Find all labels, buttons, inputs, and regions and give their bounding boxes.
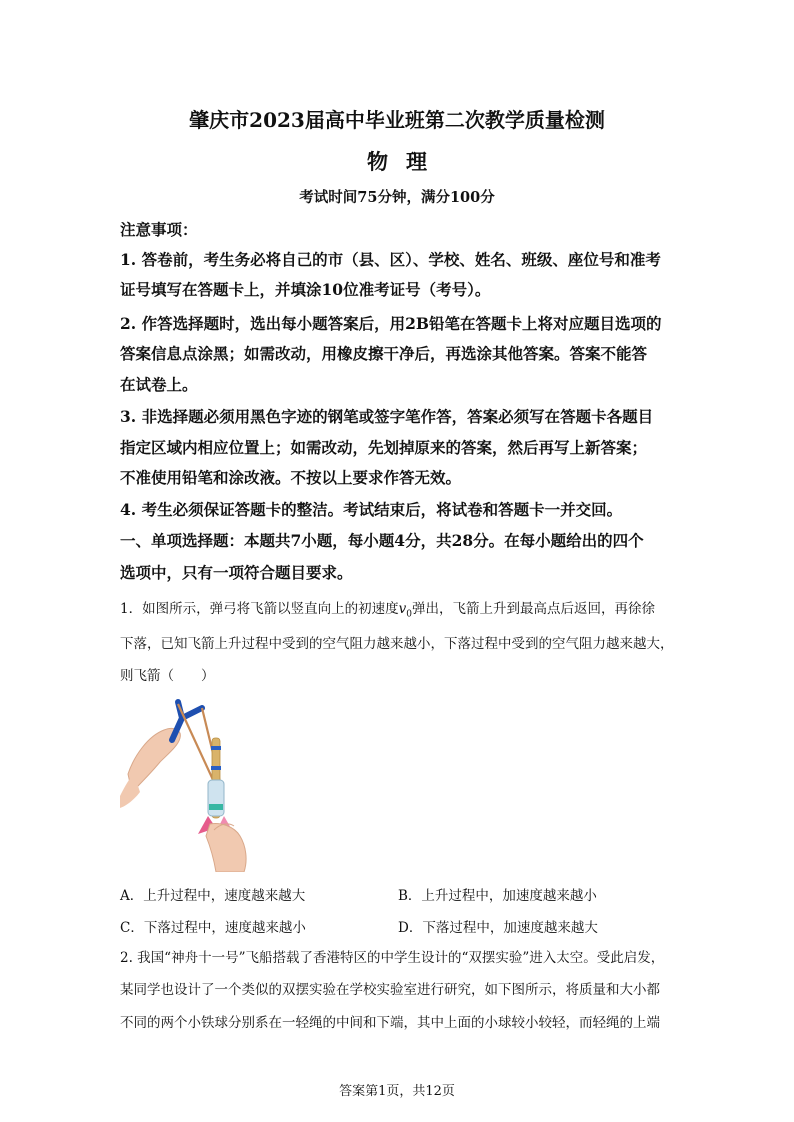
subject-title: 物理 (367, 149, 445, 174)
note-line: 在试卷上。 (120, 375, 198, 394)
q1-line2: 下落，已知飞箭上升过程中受到的空气阻力越来越小，下落过程中受到的空气阻力越来越大， (120, 636, 674, 652)
note-line: 不准使用铅笔和涂改液。不按以上要求作答无效。 (120, 468, 462, 487)
section-heading: 选项中，只有一项符合题目要求。 (120, 563, 353, 582)
q1-option-a: A．上升过程中，速度越来越大 (120, 888, 306, 904)
note-line: 答案信息点涂黑；如需改动，用橡皮擦干净后，再选涂其他答案。答案不能答 (120, 344, 648, 363)
note-line: 1. 答卷前，考生务必将自己的市（县、区）、学校、姓名、班级、座位号和准考 (120, 250, 661, 269)
slingshot-figure (120, 696, 280, 872)
note-line: 指定区域内相应位置上；如需改动，先划掉原来的答案，然后再写上新答案； (120, 438, 648, 457)
arrow-tube (208, 780, 224, 816)
q1-option-c: C．下落过程中，速度越来越小 (120, 920, 306, 936)
note-line: 2. 作答选择题时，选出每小题答案后，用2B铅笔在答题卡上将对应题目选项的 (120, 314, 662, 333)
q2-line: 某同学也设计了一个类似的双摆实验在学校实验室进行研究，如下图所示，将质量和大小都 (120, 982, 660, 998)
q2-line: 2. 我国“神舟十一号”飞船搭载了香港特区的中学生设计的“双摆实验”进入太空。受此启发， (120, 950, 665, 966)
notes-heading: 注意事项： (120, 220, 198, 239)
elastic-band (178, 704, 214, 782)
note-line: 证号填写在答题卡上，并填涂10位准考证号（考号）。 (120, 280, 491, 299)
velocity-symbol: $v_0$ (398, 601, 412, 620)
q1-option-b: B．上升过程中，加速度越来越小 (398, 888, 597, 904)
q2-line: 不同的两个小铁球分别系在一轻绳的中间和下端，其中上面的小球较小较轻，而轻绳的上端 (120, 1015, 660, 1031)
q1-line3: 则飞箭（ ） (120, 668, 215, 684)
exam-title: 肇庆市2023届高中毕业班第二次教学质量检测 (189, 108, 605, 132)
note-line: 3. 非选择题必须用黑色字迹的钢笔或签字笔作答，答案必须写在答题卡各题目 (120, 407, 654, 426)
page-footer: 答案第1页，共12页 (339, 1084, 455, 1099)
section-heading: 一、单项选择题：本题共7小题，每小题4分，共28分。在每小题给出的四个 (120, 531, 644, 550)
lower-hand (206, 824, 246, 873)
q1-text: 弹出，飞箭上升到最高点后返回，再徐徐 (411, 601, 655, 617)
q1-text: 1．如图所示，弹弓将飞箭以竖直向上的初速度 (120, 601, 399, 617)
q1-line1 (120, 597, 655, 620)
note-line: 4. 考生必须保证答题卡的整洁。考试结束后，将试卷和答题卡一并交回。 (120, 500, 623, 519)
q1-option-d: D．下落过程中，加速度越来越大 (398, 920, 598, 936)
exam-info: 考试时间75分钟，满分100分 (299, 189, 495, 206)
